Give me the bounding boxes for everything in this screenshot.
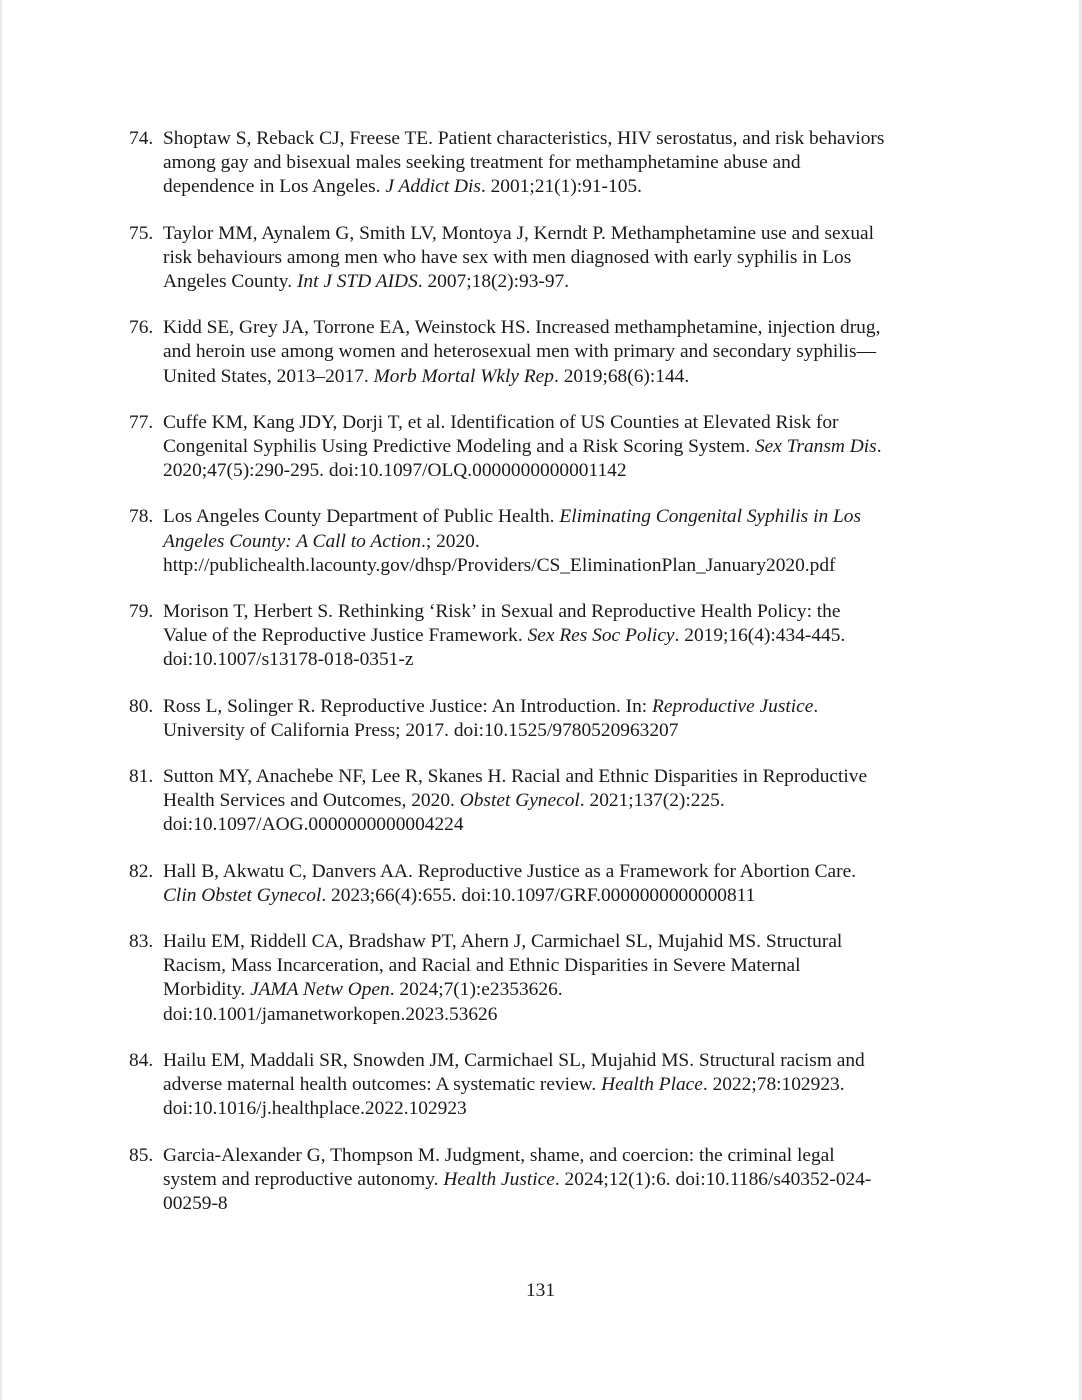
reference-segment: . 2007;18(2):93-97.	[417, 271, 570, 293]
reference-segment: Ross L, Solinger R. Reproductive Justice: An Introduction. In:	[163, 695, 653, 717]
reference-line	[163, 435, 959, 459]
reference-text	[163, 600, 959, 673]
reference-line	[163, 1192, 959, 1216]
reference-line	[163, 600, 959, 624]
reference-line	[163, 719, 959, 743]
reference-segment: Morbidity.	[163, 979, 251, 1001]
reference-segment: . 2021;137(2):225.	[579, 790, 725, 812]
reference-item	[129, 930, 959, 1027]
reference-line	[163, 765, 959, 789]
reference-segment: . 2001;21(1):91-105.	[480, 176, 642, 198]
reference-segment: doi:10.1097/AOG.0000000000004224	[163, 814, 464, 836]
reference-line	[163, 270, 959, 294]
reference-line	[163, 554, 959, 578]
reference-list	[129, 127, 959, 1238]
reference-text	[163, 505, 959, 578]
reference-segment: Racism, Mass Incarceration, and Racial and Ethnic Disparities in Severe Maternal	[163, 955, 801, 977]
reference-segment: system and reproductive autonomy.	[163, 1168, 444, 1190]
reference-text	[163, 127, 959, 200]
reference-segment: adverse maternal health outcomes: A systematic review.	[163, 1074, 602, 1096]
reference-line	[163, 1049, 959, 1073]
journal-title: JAMA Netw Open	[250, 979, 390, 1001]
reference-item	[129, 1144, 959, 1217]
reference-segment: doi:10.1007/s13178-018-0351-z	[163, 649, 414, 671]
reference-segment: Shoptaw S, Reback CJ, Freese TE. Patient characteristics, HIV serostatus, and risk behaviors	[163, 128, 885, 149]
reference-line	[163, 978, 959, 1002]
journal-title: Sex Transm Dis	[754, 436, 877, 458]
reference-line	[163, 246, 959, 270]
reference-text	[163, 930, 959, 1027]
reference-text	[163, 316, 959, 389]
reference-segment: Sutton MY, Anachebe NF, Lee R, Skanes H. Racial and Ethnic Disparities in Reproductive	[163, 766, 868, 788]
reference-segment: Value of the Reproductive Justice Framework.	[163, 625, 528, 647]
reference-segment: Congenital Syphilis Using Predictive Modeling and a Risk Scoring System.	[163, 436, 755, 458]
reference-number: 75.	[129, 222, 154, 244]
reference-segment: Taylor MM, Aynalem G, Smith LV, Montoya J, Kerndt P. Methamphetamine use and sexual	[163, 222, 875, 244]
reference-segment: Hailu EM, Maddali SR, Snowden JM, Carmichael SL, Mujahid MS. Structural racism and	[163, 1049, 865, 1071]
reference-segment: and heroin use among women and heterosexual men with primary and secondary syphilis—	[163, 341, 876, 363]
reference-line	[163, 695, 959, 719]
reference-text	[163, 411, 959, 484]
reference-line	[163, 530, 959, 554]
reference-line	[163, 459, 959, 483]
reference-line	[163, 954, 959, 978]
reference-segment: .	[813, 695, 819, 717]
reference-segment: . 2024;12(1):6. doi:10.1186/s40352-024-	[554, 1168, 872, 1190]
journal-title: Morb Mortal Wkly Rep	[373, 365, 554, 387]
reference-segment: Health Services and Outcomes, 2020.	[163, 790, 460, 812]
reference-segment: United States, 2013–2017.	[163, 365, 374, 387]
reference-segment: .; 2020.	[421, 530, 480, 552]
reference-line	[163, 1168, 959, 1192]
reference-number: 84.	[129, 1049, 154, 1071]
reference-segment: .	[876, 436, 882, 458]
reference-item	[129, 600, 959, 673]
journal-title: J Addict Dis	[385, 176, 481, 198]
reference-number: 80.	[129, 695, 154, 717]
reference-number: 81.	[129, 766, 154, 788]
reference-segment: Kidd SE, Grey JA, Torrone EA, Weinstock HS. Increased methamphetamine, injection drug,	[163, 317, 881, 339]
reference-item	[129, 695, 959, 743]
reference-text	[163, 765, 959, 838]
reference-segment: risk behaviours among men who have sex with men diagnosed with early syphilis in Los	[163, 246, 852, 268]
reference-segment: dependence in Los Angeles.	[163, 176, 386, 198]
reference-line	[163, 340, 959, 364]
journal-title: Health Justice	[443, 1168, 555, 1190]
reference-number: 76.	[129, 317, 154, 339]
reference-item	[129, 127, 959, 200]
reference-segment: Morison T, Herbert S. Rethinking ‘Risk’ in Sexual and Reproductive Health Policy: the	[163, 601, 841, 623]
reference-item	[129, 860, 959, 908]
reference-item	[129, 765, 959, 838]
reference-segment: Hall B, Akwatu C, Danvers AA. Reproductive Justice as a Framework for Abortion Care.	[163, 860, 857, 882]
reference-number: 77.	[129, 411, 154, 433]
reference-line	[163, 175, 959, 199]
reference-number: 82.	[129, 860, 154, 882]
reference-number: 79.	[129, 601, 154, 623]
reference-text	[163, 860, 959, 908]
reference-segment: Hailu EM, Riddell CA, Bradshaw PT, Ahern J, Carmichael SL, Mujahid MS. Structural	[163, 931, 843, 953]
reference-line	[163, 813, 959, 837]
journal-title: Health Place	[601, 1074, 703, 1096]
reference-segment: . 2024;7(1):e2353626.	[389, 979, 563, 1001]
reference-segment: http://publichealth.lacounty.gov/dhsp/Providers/CS_EliminationPlan_January2020.pdf	[163, 554, 836, 576]
reference-text	[163, 1049, 959, 1122]
reference-line	[163, 151, 959, 175]
reference-line	[163, 316, 959, 340]
reference-item	[129, 505, 959, 578]
reference-segment: . 2023;66(4):655. doi:10.1097/GRF.0000000000000811	[321, 884, 756, 906]
reference-segment: among gay and bisexual males seeking treatment for methamphetamine abuse and	[163, 152, 801, 174]
reference-segment: doi:10.1016/j.healthplace.2022.102923	[163, 1098, 467, 1120]
journal-title: Angeles County: A Call to Action	[163, 530, 421, 552]
reference-segment: Cuffe KM, Kang JDY, Dorji T, et al. Identification of US Counties at Elevated Risk for	[163, 411, 839, 433]
document-page	[2, 0, 1079, 1400]
reference-number: 78.	[129, 506, 154, 528]
reference-item	[129, 222, 959, 295]
reference-segment: . 2019;16(4):434-445.	[674, 625, 846, 647]
journal-title: Int J STD AIDS	[296, 271, 418, 293]
reference-line	[163, 1073, 959, 1097]
reference-item	[129, 411, 959, 484]
page-number: 131	[525, 1280, 556, 1301]
reference-text	[163, 1144, 959, 1217]
reference-segment: . 2019;68(6):144.	[554, 365, 690, 387]
reference-line	[163, 789, 959, 813]
reference-segment: Garcia-Alexander G, Thompson M. Judgment, shame, and coercion: the criminal legal	[163, 1144, 835, 1166]
reference-number: 85.	[129, 1144, 154, 1166]
reference-segment: . 2022;78:102923.	[702, 1074, 845, 1096]
journal-title: Reproductive Justice	[652, 695, 814, 717]
reference-line	[163, 505, 959, 529]
reference-line	[163, 860, 959, 884]
reference-number: 83.	[129, 931, 154, 953]
reference-segment: University of California Press; 2017. doi:10.1525/9780520963207	[163, 719, 679, 741]
reference-text	[163, 695, 959, 743]
reference-line	[163, 1003, 959, 1027]
reference-segment: Los Angeles County Department of Public Health.	[163, 506, 560, 528]
reference-line	[163, 127, 959, 151]
reference-line	[163, 222, 959, 246]
reference-text	[163, 222, 959, 295]
reference-item	[129, 1049, 959, 1122]
reference-item	[129, 316, 959, 389]
reference-line	[163, 365, 959, 389]
reference-segment: 00259-8	[163, 1192, 228, 1214]
reference-segment: 2020;47(5):290-295. doi:10.1097/OLQ.0000000000001142	[163, 460, 627, 482]
reference-line	[163, 884, 959, 908]
reference-segment: doi:10.1001/jamanetworkopen.2023.53626	[163, 1003, 498, 1025]
reference-line	[163, 411, 959, 435]
reference-line	[163, 930, 959, 954]
reference-line	[163, 624, 959, 648]
reference-segment: Angeles County.	[163, 271, 297, 293]
reference-line	[163, 1144, 959, 1168]
journal-title: Eliminating Congenital Syphilis in Los	[559, 506, 862, 528]
journal-title: Clin Obstet Gynecol	[163, 884, 322, 906]
reference-line	[163, 1097, 959, 1121]
reference-line	[163, 648, 959, 672]
journal-title: Obstet Gynecol	[459, 790, 580, 812]
journal-title: Sex Res Soc Policy	[527, 625, 675, 647]
reference-number: 74.	[129, 128, 154, 149]
